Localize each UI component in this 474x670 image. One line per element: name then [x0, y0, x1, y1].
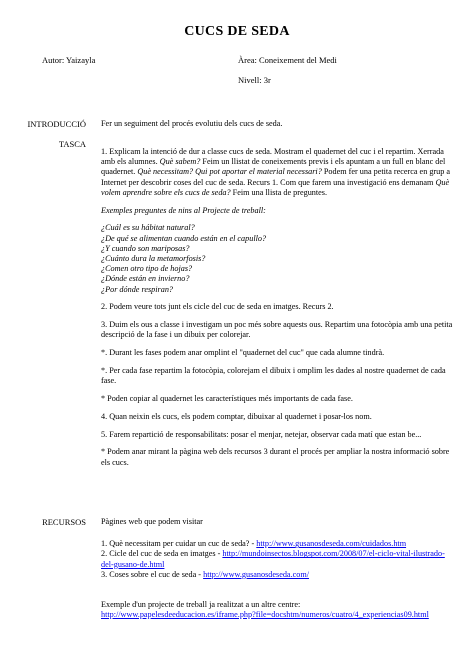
- resources-label: RECURSOS: [42, 517, 86, 527]
- task-paragraph-2: 2. Podem veure tots junt els cicle del cuc de seda en imatges. Recurs 2.: [101, 302, 334, 312]
- example-project-link[interactable]: http://www.papelesdeeducacion.es/iframe.php?file=docshtm/numeros/cuatro/4_experiencias09.html: [101, 610, 429, 620]
- intro-label: INTRODUCCIÓ: [27, 119, 86, 129]
- example-question: ¿Dónde están en invierno?: [101, 274, 190, 284]
- author: Autor: Yaizayla: [42, 55, 96, 65]
- level: Nivell: 3r: [238, 75, 271, 85]
- resources-section: [101, 517, 457, 620]
- resource-link[interactable]: http://www.gusanosdeseda.com/cuidados.htm: [256, 539, 407, 549]
- task-paragraph-1: [101, 147, 457, 198]
- example-project-item: [101, 610, 457, 620]
- task-label: TASCA: [58, 139, 86, 149]
- resource-link[interactable]: http://mundoinsectos.blogspot.com/2008/07/el-ciclo-vital-ilustrado-del-gusano-de.html: [101, 549, 445, 569]
- document-title: CUCS DE SEDA: [184, 24, 290, 39]
- resource-item-text: 1. Què necessitam per cuidar un cuc de seda? -: [101, 539, 257, 549]
- task-paragraph-4: *. Durant les fases podem anar omplint el "quadernet del cuc" que cada alumne tindrà.: [101, 348, 385, 358]
- examples-list: [101, 223, 457, 294]
- task-p1-question-3: Què volem aprendre sobre els cucs de seda?: [101, 177, 450, 197]
- examples-title: Exemples preguntes de nins al Projecte de treball:: [101, 205, 266, 215]
- resource-link[interactable]: http://www.gusanosdeseda.com/: [203, 569, 309, 579]
- task-section: [101, 147, 457, 475]
- example-question: ¿Y cuando son mariposas?: [101, 243, 190, 253]
- example-project-text: Exemple d'un projecte de treball ja realitzat a un altre centre:: [101, 600, 301, 610]
- task-p1-question-1: Què sabem?: [159, 157, 201, 167]
- resource-item-text: 2. Cicle del cuc de seda en imatges -: [101, 549, 223, 559]
- example-question: ¿Por dónde respiran?: [101, 284, 174, 294]
- example-question: ¿Comen otro tipo de hojas?: [101, 264, 193, 274]
- task-p1-question-2: Què necessitam? Qui pot aportar el material necessari?: [137, 167, 322, 177]
- task-p1-text-a: 1. Explicam la intenció de dur a classe cucs de seda. Mostram el quadernet del cuc i el repartim. Xerrada amb els alumnes.: [101, 147, 444, 167]
- example-question: ¿Cuánto dura la metamorfosis?: [101, 254, 206, 264]
- task-paragraph-8: 5. Farem repartició de responsabilitats: posar el menjar, netejar, observar cada matí que estan be...: [101, 429, 422, 439]
- task-paragraph-5: *. Per cada fase repartim la fotocòpia, colorejam el dibuix i omplim les dades al nostre quadernet de cada fase.: [101, 366, 446, 386]
- task-paragraph-6: * Poden copiar al quadernet les característiques més importants de cada fase.: [101, 394, 353, 404]
- resource-item-3: [101, 570, 457, 580]
- resource-item-1: [101, 539, 457, 549]
- example-question: ¿Cuál es su hábitat natural?: [101, 223, 195, 233]
- resource-item-2: [101, 549, 457, 569]
- task-paragraph-3: 3. Duim els ous a classe i investigam un poc més sobre aquests ous. Repartim una fotocòpia amb una petita descripció de la fase i un dibuix per colorejar.: [101, 320, 453, 340]
- task-p1-text-e: Podem fer una petita recerca en grup a Internet per descobrir coses del cuc de seda. Recurs 1. Com que farem una investigació ens demanam: [101, 167, 451, 187]
- area: Àrea: Coneixement del Medi: [238, 55, 337, 65]
- resources-intro: Pàgines web que podem visitar: [101, 517, 203, 526]
- task-p1-text-g: Feim una llista de preguntes.: [230, 187, 328, 197]
- intro-text: Fer un seguiment del procés evolutiu dels cucs de seda.: [101, 119, 283, 128]
- task-p1-text-c: Feim un llistat de coneixements previs i els apuntam a un full en blanc del quadernet.: [101, 157, 446, 177]
- resource-item-text: 3. Coses sobre el cuc de seda -: [101, 569, 204, 579]
- task-paragraph-9: * Podem anar mirant la pàgina web dels recursos 3 durant el procés per ampliar la nostra informació sobre els cucs.: [101, 447, 450, 467]
- task-paragraph-7: 4. Quan neixin els cucs, els podem comptar, dibuixar al quadernet i posar-los nom.: [101, 411, 372, 421]
- example-question: ¿De qué se alimentan cuando están en el capullo?: [101, 233, 267, 243]
